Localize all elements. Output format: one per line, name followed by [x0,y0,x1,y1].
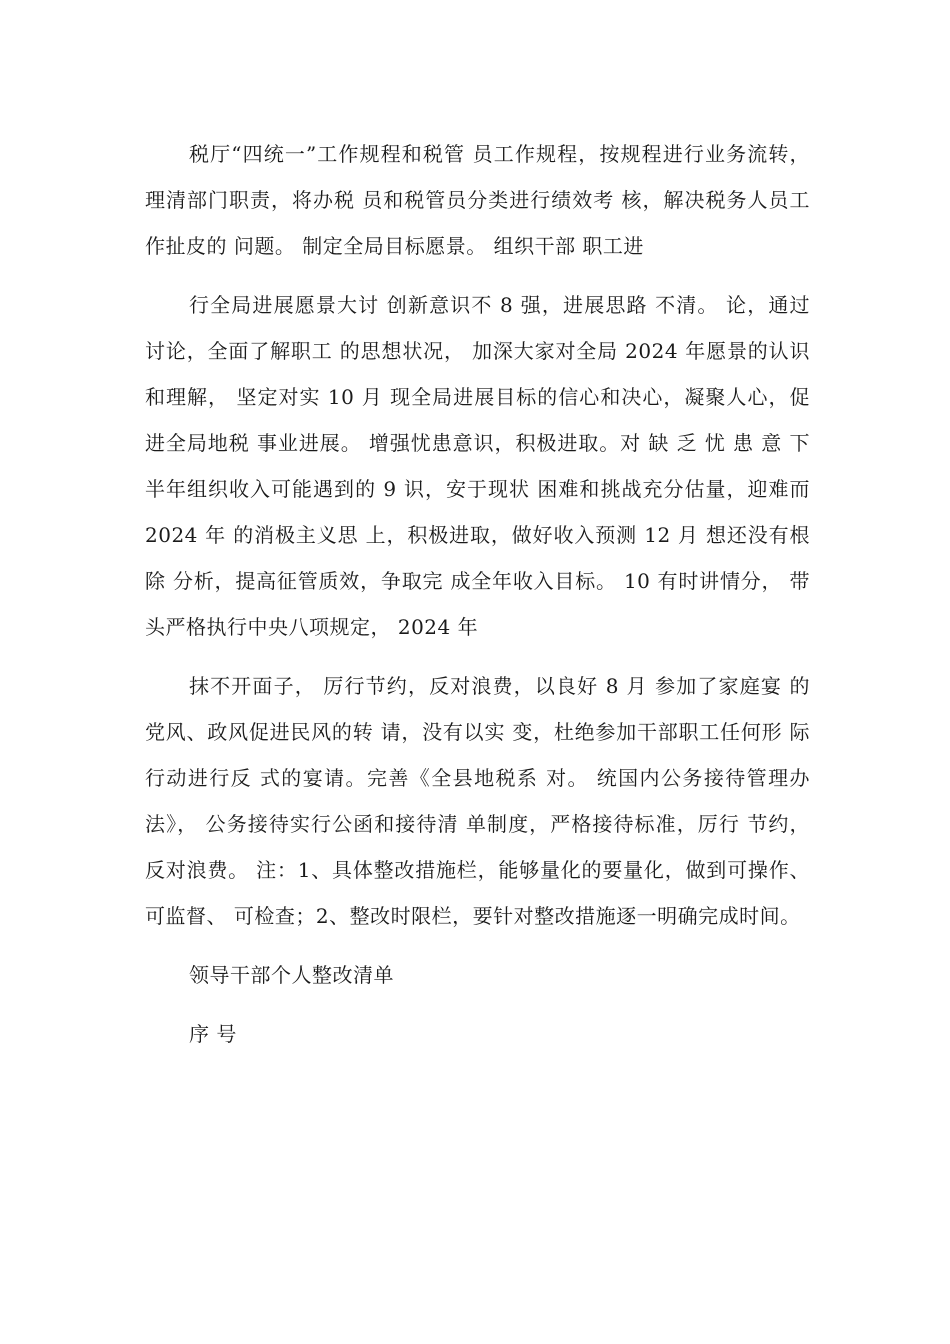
paragraph-2: 行全局进展愿景大讨 创新意识不 8 强，进展思路 不清。 论，通过讨论，全面了解职工 的思想状况， 加深大家对全局 2024 年愿景的认识和理解， 坚定对实 10 月 现全局进展目标的信心和决心，凝聚人心，促进全局地税 事业进展。 增强忧患意识，积极进取。对 缺 乏 忧 患 意 下半年组织收入可能遇到的 9 识，安于现状 困难和挑战充分估量，迎难而 2024 年 的消极主义思 上，积极进取，做好收入预测 12 月 想还没有根除 分析，提高征管质效，争取完 成全年收入目标。 10 有时讲情分， 带头严格执行中央八项规定， 2024 年 [145,293,817,639]
list-title: 领导干部个人整改清单 [189,963,394,987]
document-body [145,131,817,1070]
paragraph-3: 抹不开面子， 厉行节约，反对浪费，以良好 8 月 参加了家庭宴 的党风、政风促进民风的转 请，没有以实 变，杜绝参加干部职工任何形 际行动进行反 式的宴请。完善《全县地税系 对。 统国内公务接待管理办法》， 公务接待实行公函和接待清 单制度，严格接待标准，厉行 节约，反对浪费。 注：1、具体整改措施栏，能够量化的要量化，做到可操作、可监督、 可检查；2、整改时限栏，要针对整改措施逐一明确完成时间。 [145,674,810,928]
table-header-serial: 序 号 [189,1022,237,1046]
paragraph-1: 税厅“四统一”工作规程和税管 员工作规程，按规程进行业务流转，理清部门职责，将办税 员和税管员分类进行绩效考 核，解决税务人员工作扯皮的 问题。 制定全局目标愿景。 组织干部 职工进 [145,142,810,258]
